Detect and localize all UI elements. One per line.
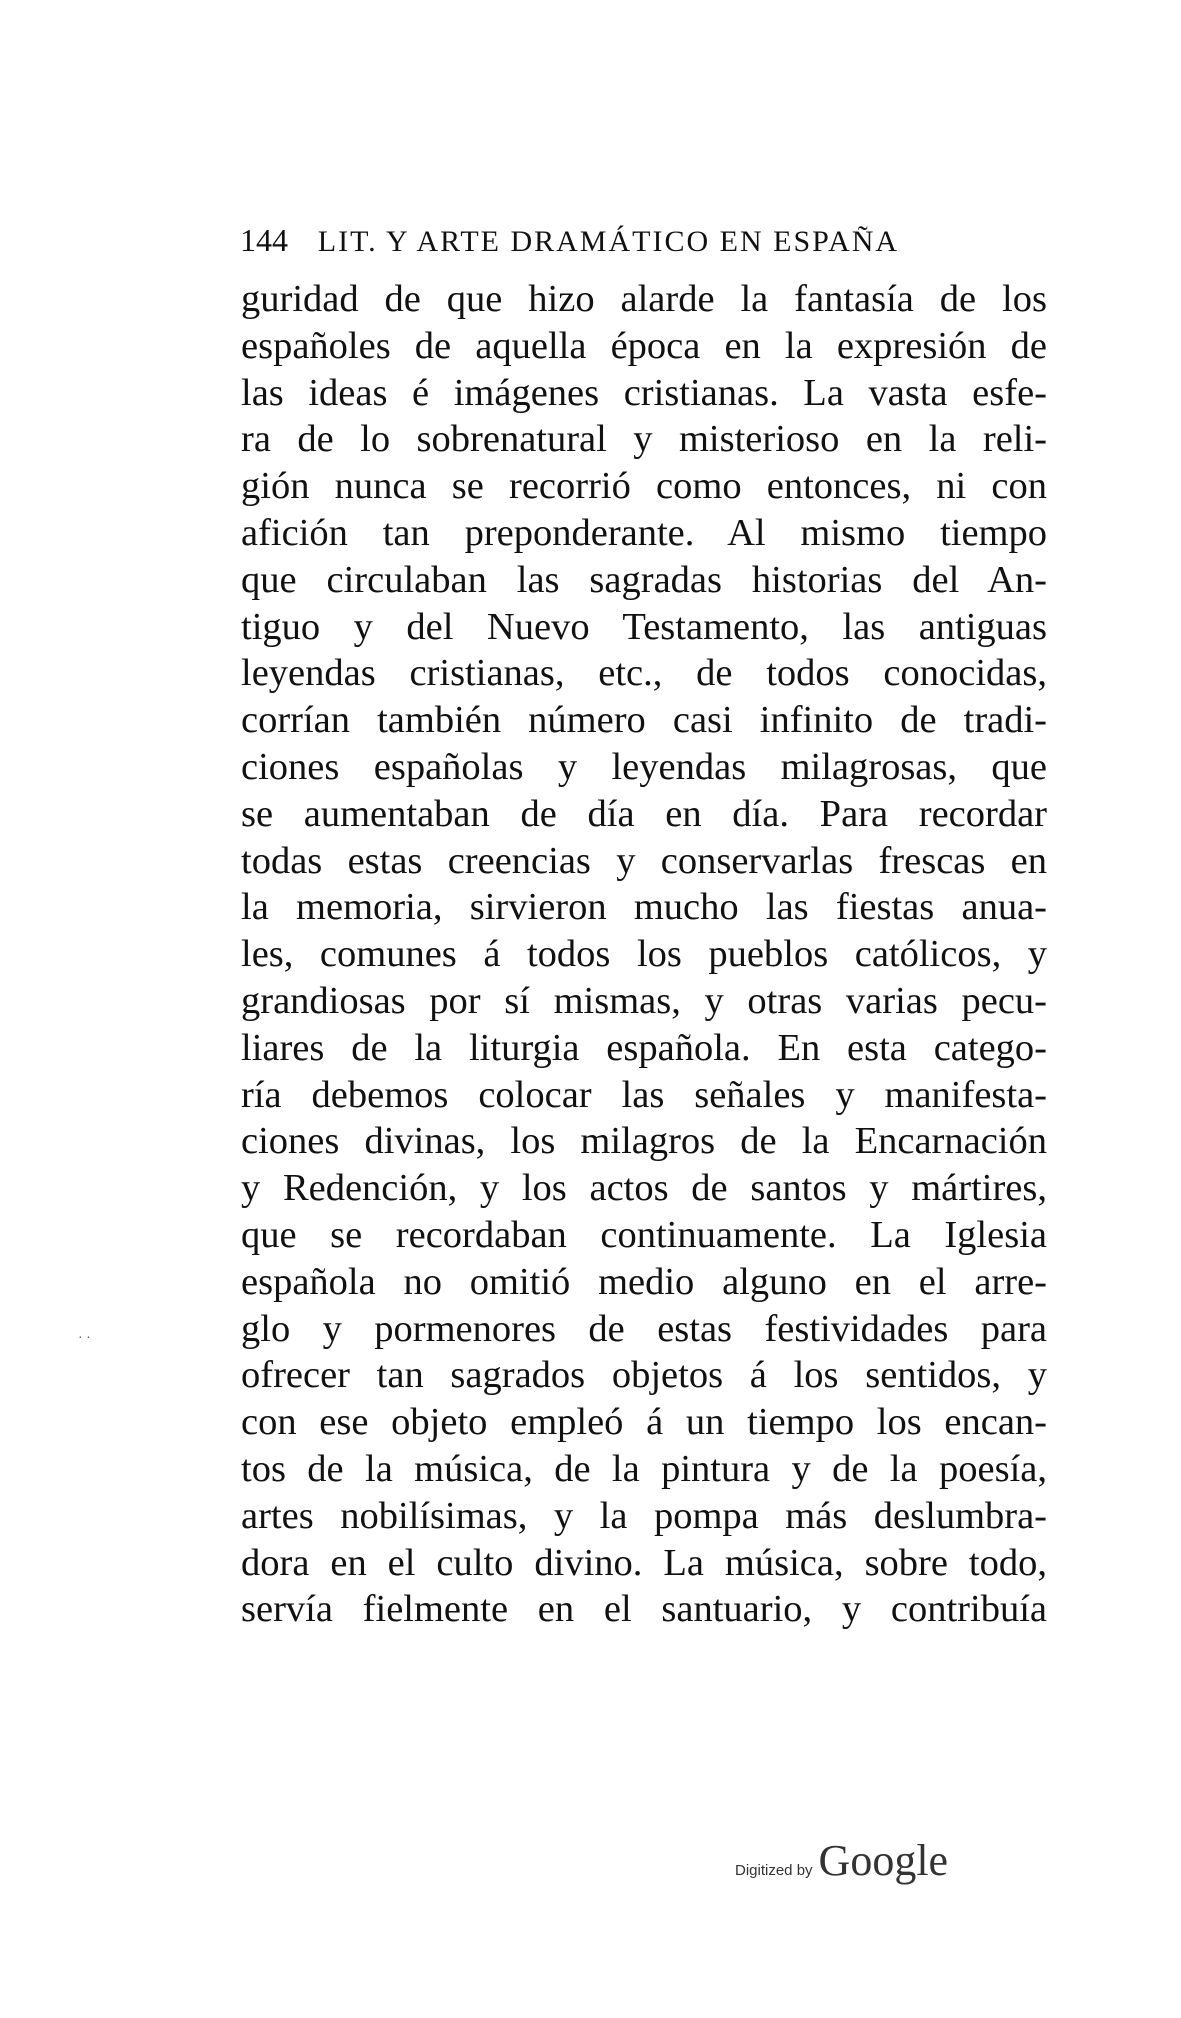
text-line: servía fielmente en el santuario, y contribuía — [241, 1588, 1047, 1631]
text-line: que se recordaban continuamente. La Iglesia — [241, 1213, 1047, 1256]
text-line: que circulaban las sagradas historias del An- — [241, 558, 1047, 601]
text-line: corrían también número casi infinito de tradi- — [241, 699, 1047, 742]
text-line: ofrecer tan sagrados objetos á los sentidos, y — [241, 1354, 1047, 1397]
text-line: leyendas cristianas, etc., de todos conocidas, — [241, 652, 1047, 695]
body-text — [241, 276, 1047, 1633]
running-head — [240, 222, 1060, 262]
text-line: afición tan preponderante. Al mismo tiempo — [241, 511, 1047, 554]
text-line: ría debemos colocar las señales y manifesta- — [241, 1073, 1047, 1116]
text-line: tos de la música, de la pintura y de la poesía, — [241, 1447, 1047, 1490]
watermark-prefix: Digitized by — [735, 1862, 813, 1879]
text-line: se aumentaban de día en día. Para recordar — [241, 792, 1047, 835]
text-line: españoles de aquella época en la expresión de — [241, 324, 1047, 367]
scan-specks: · · — [78, 1331, 91, 1346]
text-line: la memoria, sirvieron mucho las fiestas anua- — [241, 886, 1047, 929]
running-title: LIT. Y ARTE DRAMÁTICO EN ESPAÑA — [317, 225, 900, 258]
text-line: dora en el culto divino. La música, sobre todo, — [241, 1541, 1047, 1584]
text-line: española no omitió medio alguno en el arre- — [241, 1260, 1047, 1303]
text-line: y Redención, y los actos de santos y mártires, — [241, 1167, 1047, 1210]
text-line: con ese objeto empleó á un tiempo los encan- — [241, 1401, 1047, 1444]
text-line: todas estas creencias y conservarlas frescas en — [241, 839, 1047, 882]
text-line: las ideas é imágenes cristianas. La vasta esfe- — [241, 371, 1047, 414]
watermark-brand-logo: Google — [818, 1836, 949, 1885]
page-number: 144 — [240, 222, 288, 258]
text-line: tiguo y del Nuevo Testamento, las antiguas — [241, 605, 1047, 648]
text-line: les, comunes á todos los pueblos católicos, y — [241, 933, 1047, 976]
text-line: glo y pormenores de estas festividades para — [241, 1307, 1047, 1350]
text-line: gión nunca se recorrió como entonces, ni con — [241, 465, 1047, 508]
text-line: guridad de que hizo alarde la fantasía de los — [241, 278, 1047, 320]
text-line: grandiosas por sí mismas, y otras varias pecu- — [241, 979, 1047, 1022]
digitized-watermark — [735, 1835, 948, 1886]
text-line: ciones españolas y leyendas milagrosas, que — [241, 745, 1047, 788]
text-line: liares de la liturgia española. En esta catego- — [241, 1026, 1047, 1069]
text-line: ciones divinas, los milagros de la Encarnación — [241, 1120, 1047, 1163]
text-line: artes nobilísimas, y la pompa más deslumbra- — [241, 1494, 1047, 1537]
text-line: ra de lo sobrenatural y misterioso en la reli- — [241, 418, 1047, 461]
